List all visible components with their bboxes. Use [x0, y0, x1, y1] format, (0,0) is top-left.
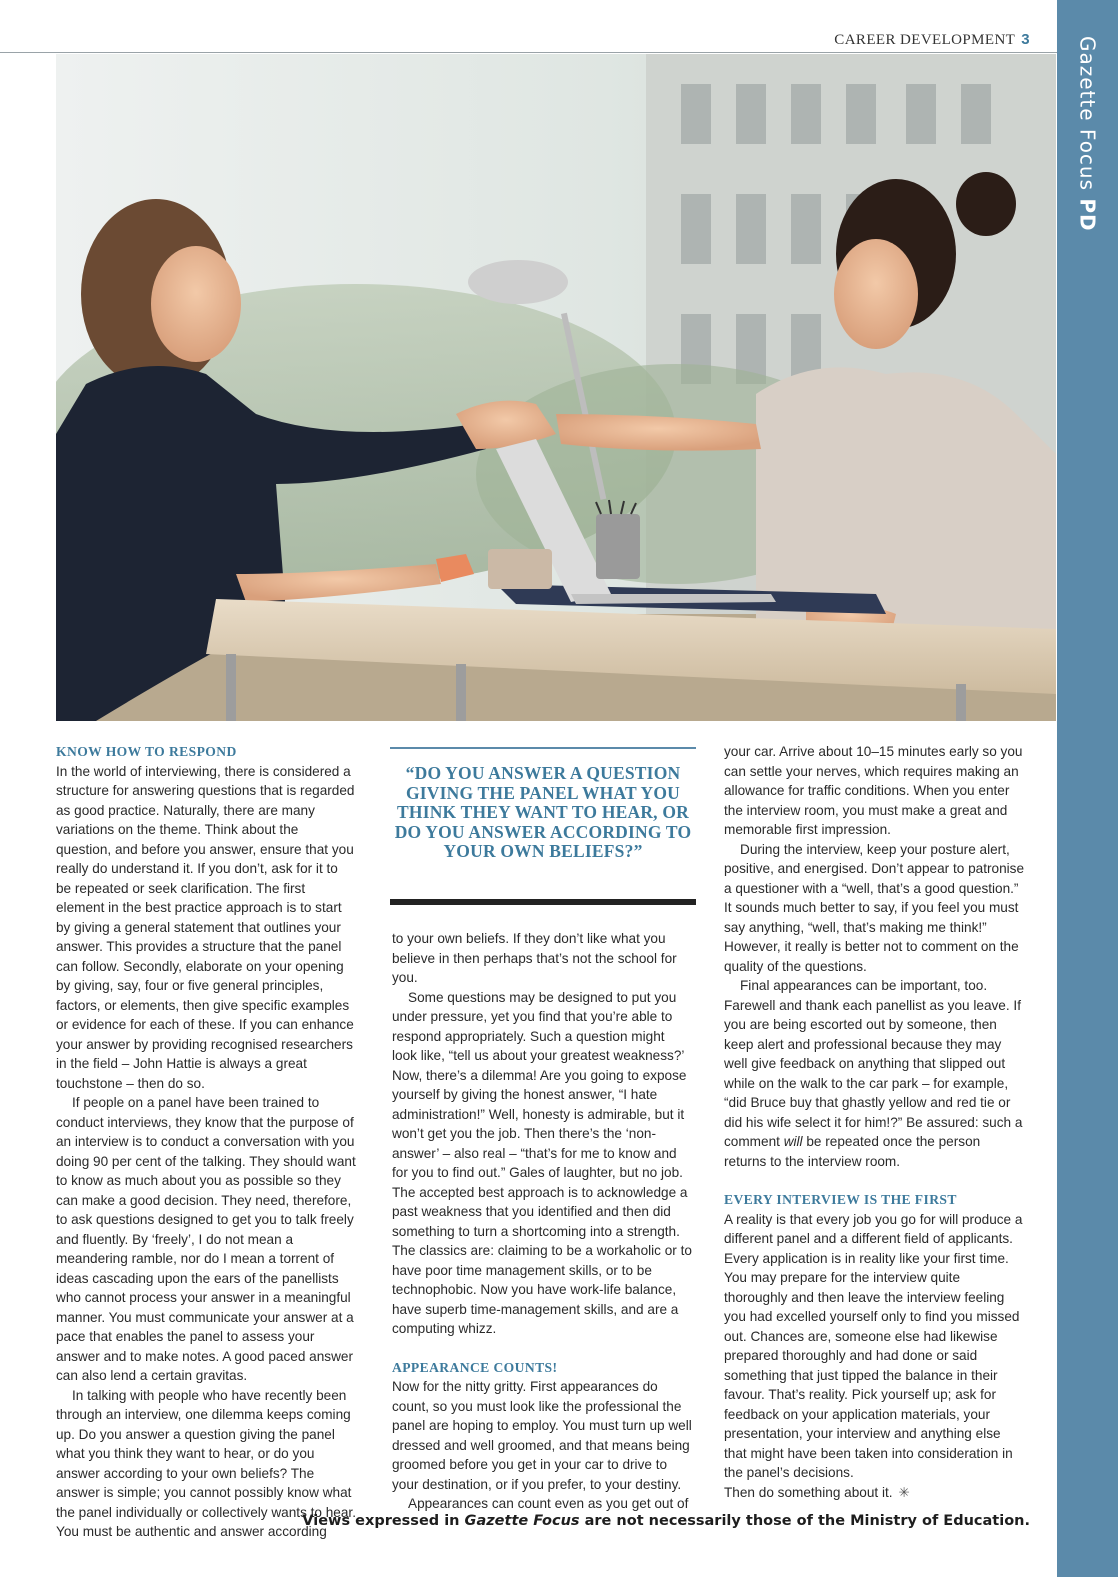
paragraph: During the interview, keep your posture alert, positive, and energised. Don’t appear to patronise a questioner with a “well, that’s a good question.” It sounds much better to say, if you feel you must say anything, “well, that’s making me think!” However, it really is better not to comment on the quality of the questions. — [724, 841, 1025, 974]
sidebar — [1057, 0, 1118, 1577]
paragraph — [724, 1483, 1024, 1503]
handshake-photo — [56, 54, 1056, 721]
paragraph: A reality is that every job you go for will produce a different panel and a different field of applicants. Every application is in reality like your first time. You may prepare for the interview quite thoroughly and then leave the interview feeling you had excelled yourself only to find you missed out. Chances are, someone else had likewise prepared thoroughly and had done or said something that just tipped the balance in their favour. That’s reality. Pick yourself up; ask for feedback on your application materials, your presentation, your interview and anything else that might have been taken into consideration in the panel’s decisions. — [724, 1211, 1023, 1480]
paragraph: In talking with people who have recently been through an interview, one dilemma keeps coming up. Do you answer a question giving the panel what you think they want to hear, or do you answer according to your own beliefs? The answer is simple; you cannot possibly know what the panel individually or collectively wants to hear. You must be authentic and answer according — [56, 1387, 356, 1539]
column-1 — [56, 742, 356, 1542]
heading-appearance-counts: APPEARANCE COUNTS! — [392, 1359, 558, 1375]
disclaimer-publication: Gazette Focus — [464, 1513, 580, 1529]
pull-quote — [390, 747, 696, 905]
publication-tag: PD — [1075, 198, 1100, 232]
paragraph: Appearances can count even as you get out of — [408, 1496, 689, 1511]
header-rule — [0, 52, 1057, 53]
disclaimer-text: Views expressed in — [302, 1513, 465, 1529]
paragraph: Some questions may be designed to put you under pressure, yet you find that you’re able to respond appropriately. Such a question might look like, “tell us about your greatest weakness?’ Now, there’s a dilemma! Are you going to expose yourself by giving the honest answer, “I hate administration!” Well, honesty is admirable, but it won’t get you the job. Then there’s the ‘non-answer’ – also real – “that’s for me to know and for you to find out.” Gales of laughter, but no job. The accepted best approach is to acknowledge a past weakness that you identified and then did something to turn a shortcoming into a strength. The classics are: claiming to be a workaholic or to have poor time management skills, or to be technophobic. Now you have work-life balance, have superb time-management skills, and are a computing whizz. — [392, 989, 692, 1336]
heading-know-how-to-respond: KNOW HOW TO RESPOND — [56, 744, 237, 759]
disclaimer-text: are not necessarily those of the Ministry of Education. — [579, 1513, 1030, 1529]
disclaimer — [302, 1513, 1030, 1529]
pull-quote-text: “DO YOU ANSWER A QUESTION GIVING THE PANEL WHAT YOU THINK THEY WANT TO HEAR, OR DO YOU ANSWER ACCORDING TO YOUR OWN BELIEFS?” — [394, 763, 692, 862]
publication-name: Gazette Focus — [1075, 36, 1100, 192]
paragraph: If people on a panel have been trained to conduct interviews, they know that the purpose of an interview is to conduct a conversation with you doing 90 per cent of the talking. They should want to know as much about you as possible so they can make a good decision. They need, therefore, to ask questions designed to get you to talk freely and fluently. By ‘freely’, I do not mean a meandering ramble, nor do I mean a torrent of ideas cascading upon the ears of the panellists who cannot process your answer in a meaningful manner. You must communicate your answer at a pace that enables the panel to assess your answer and to make notes. A good paced answer can also lend a certain gravitas. — [56, 1095, 356, 1383]
paragraph: to your own beliefs. If they don’t like what you believe in then perhaps that’s not the school for you. — [392, 931, 677, 985]
paragraph-text: Then do something about it. — [724, 1484, 893, 1500]
heading-every-interview: EVERY INTERVIEW IS THE FIRST — [724, 1192, 957, 1207]
paragraph-text: Final appearances can be important, too. Farewell and thank each panellist as you leave. If you are being escorted out by someone, then keep alert and professional because they may well give feedback on anything that slipped out while on the walk to the car park – for example, “did Bruce buy that ghastly yellow and red tie or did his wife select it for him!?” Be assured: such a comment — [724, 978, 1023, 1149]
page-number: 3 — [1021, 31, 1030, 48]
paragraph — [724, 976, 1024, 1171]
end-mark-icon: ✳ — [898, 1484, 910, 1500]
sidebar-label — [1076, 36, 1100, 232]
column-2 — [392, 929, 692, 1514]
paragraph-text: be repeated once the person returns to the interview room. — [724, 1134, 981, 1169]
paragraph: In the world of interviewing, there is considered a structure for answering questions that is regarded as good practice. Naturally, there are many variations on the theme. Think about the question, and before you answer, ensure that you really do understand it. If you don’t, ask for it to be repeated or seek clarification. The first element in the best practice approach is to start by giving a general statement that outlines your answer. This provides a structure that the panel can follow. Secondly, elaborate on your opening by giving, say, four or five general principles, factors, or elements, then give specific examples or evidence for each of these. If you can enhance your answer by providing recognised researchers in the field – John Hattie is always a great touchstone – then do so. — [56, 763, 355, 1091]
emphasis: will — [783, 1134, 803, 1149]
paragraph: Now for the nitty gritty. First appearances do count, so you must look like the professional the panel are hoping to employ. You must turn up well dressed and well groomed, and that means being groomed before you get in your car to drive to your destination, or if you prefer, to your destiny. — [392, 1379, 692, 1492]
running-head — [834, 31, 1030, 49]
section-title: CAREER DEVELOPMENT — [834, 32, 1016, 48]
paragraph: your car. Arrive about 10–15 minutes early so you can settle your nerves, which requires making an allowance for traffic conditions. When you enter the interview room, you must make a great and memorable first impression. — [724, 744, 1023, 837]
column-3 — [724, 742, 1024, 1502]
